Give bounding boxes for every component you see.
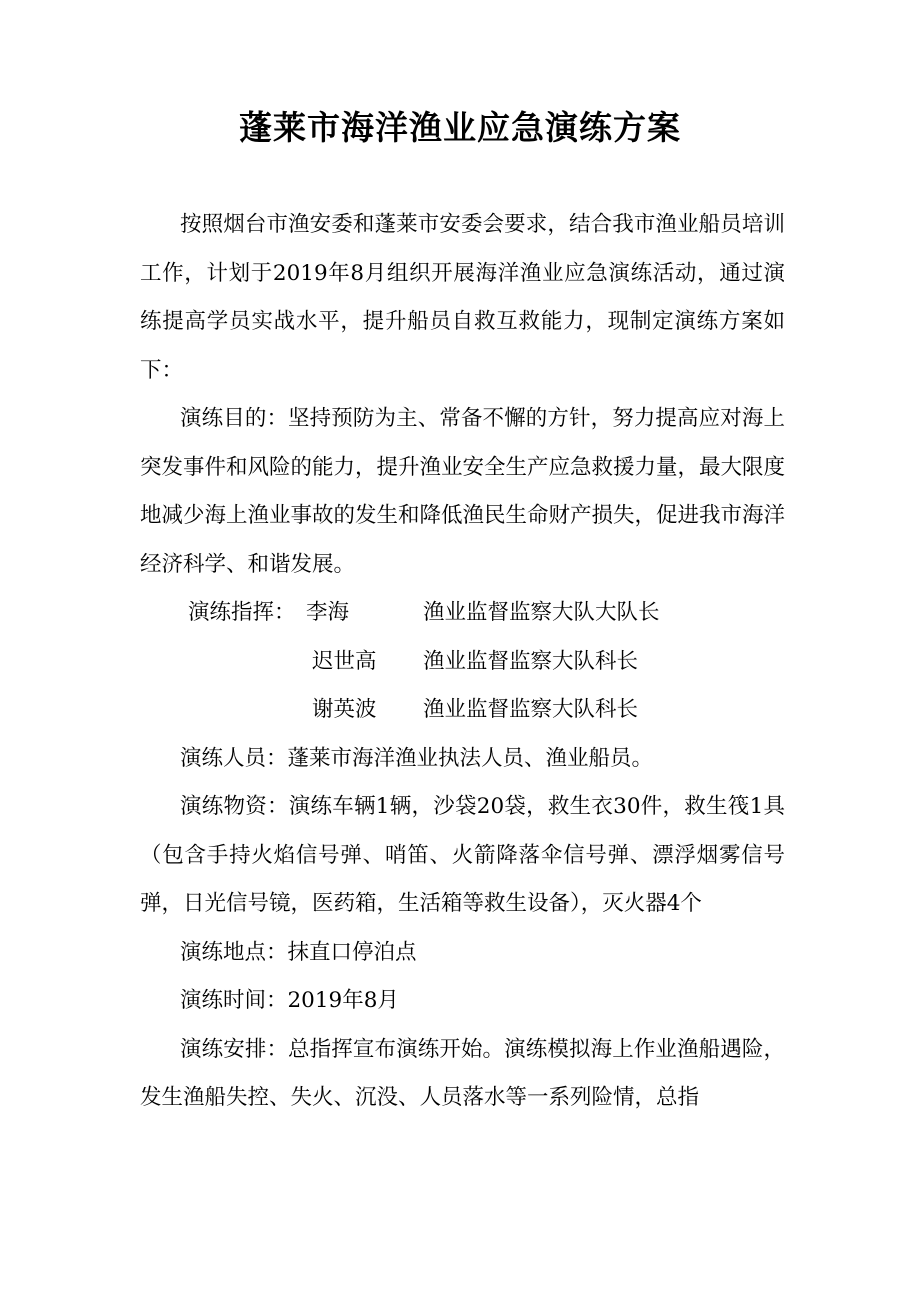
intro-paragraph: 按照烟台市渔安委和蓬莱市安委会要求，结合我市渔业船员培训工作，计划于2019年8月组织开展海洋渔业应急演练活动，通过演练提高学员实战水平，提升船员自救互救能力，现制定演练方案如下： (140, 212, 785, 383)
commander-name: 迟世高 (312, 648, 377, 674)
document-title: 蓬莱市海洋渔业应急演练方案 (239, 108, 681, 147)
commander-name: 李海 (306, 600, 350, 625)
commander-role: 渔业监督监察大队科长 (423, 697, 639, 722)
commander-role: 渔业监督监察大队科长 (423, 648, 639, 674)
document-body (140, 201, 785, 1123)
materials-paragraph: 演练物资：演练车辆1辆，沙袋20袋，救生衣30件，救生筏1具（包含手持火焰信号弹、哨笛、火箭降落伞信号弹、漂浮烟雾信号弹，日光信号镜，医药箱，生活箱等救生设备），灭火器4个 (140, 794, 785, 916)
commander-role: 渔业监督监察大队大队长 (423, 600, 660, 625)
command-row (140, 589, 785, 638)
arrangement-paragraph: 演练安排：总指挥宣布演练开始。演练模拟海上作业渔船遇险，发生渔船失控、失火、沉没、人员落水等一系列险情，总指 (140, 1036, 785, 1110)
command-label: 演练指挥： (188, 600, 296, 625)
time-paragraph: 演练时间：2019年8月 (180, 988, 399, 1013)
command-row (140, 686, 785, 735)
commander-name: 谢英波 (312, 697, 377, 722)
personnel-paragraph: 演练人员：蓬莱市海洋渔业执法人员、渔业船员。 (180, 745, 654, 771)
purpose-paragraph: 演练目的：坚持预防为主、常备不懈的方针，努力提高应对海上突发事件和风险的能力，提升渔业安全生产应急救援力量，最大限度地减少海上渔业事故的发生和降低渔民生命财产损失，促进我市海洋经济科学、和谐发展。 (140, 406, 786, 577)
location-paragraph: 演练地点：抹直口停泊点 (180, 939, 417, 965)
command-row (140, 638, 785, 687)
